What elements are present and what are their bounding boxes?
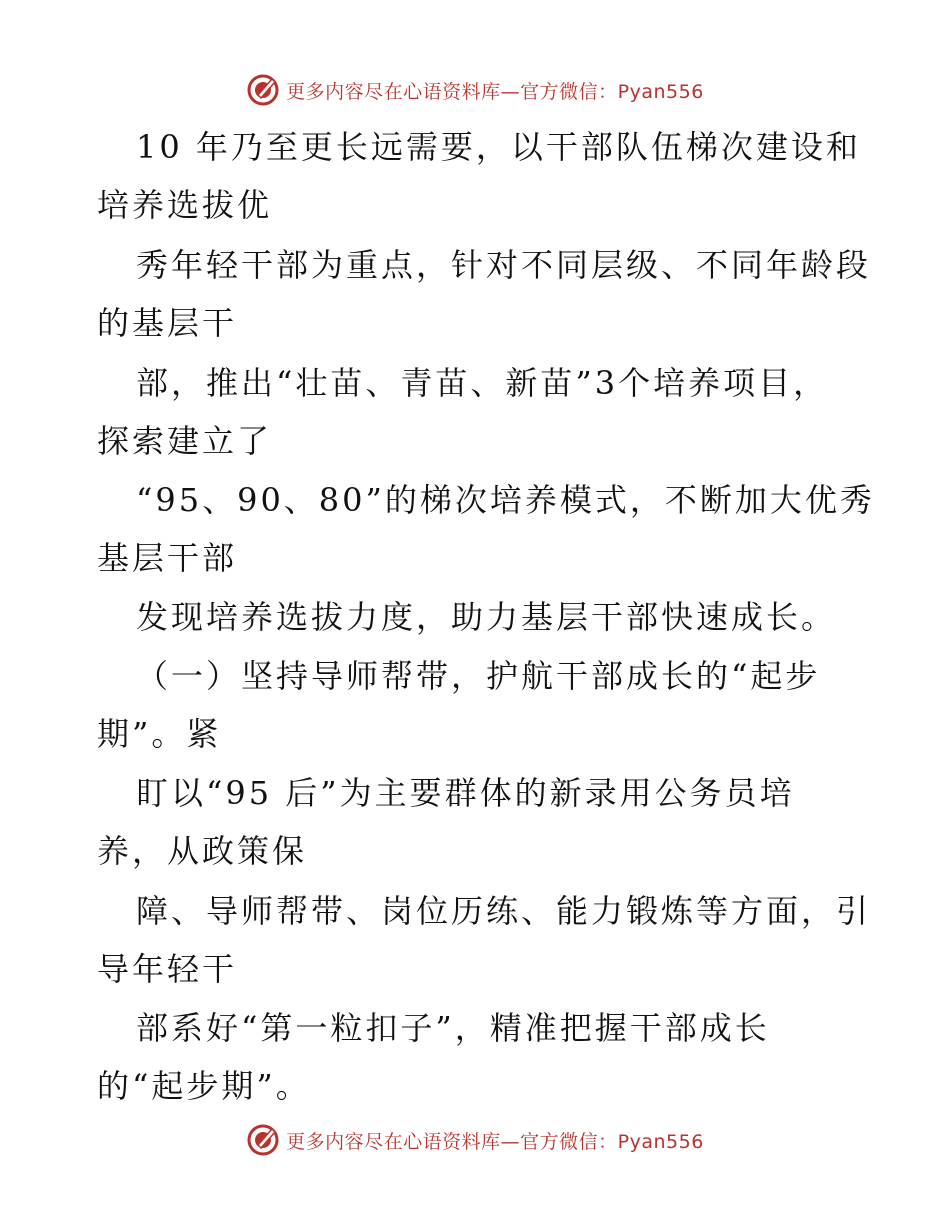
text-line: 部系好“第一粒扣子”，精准把握干部成长 xyxy=(136,1009,770,1047)
pen-logo-icon xyxy=(246,73,280,107)
pen-logo-icon xyxy=(246,1123,280,1157)
text-line: 养，从政策保 xyxy=(97,832,308,870)
text-line: 期”。紧 xyxy=(97,715,222,753)
watermark-text: 更多内容尽在心语资料库—官方微信：Pyan556 xyxy=(286,1130,704,1153)
text-line: 基层干部 xyxy=(97,539,238,577)
text-line: 培养选拔优 xyxy=(97,186,273,224)
text-line: 发现培养选拔力度，助力基层干部快速成长。 xyxy=(136,598,837,636)
watermark-text: 更多内容尽在心语资料库—官方微信：Pyan556 xyxy=(286,80,704,103)
text-line: “95、90、80”的梯次培养模式，不断加大优秀 xyxy=(136,481,875,519)
text-line: 10 年乃至更长远需要，以干部队伍梯次建设和 xyxy=(136,128,861,166)
text-line: 探索建立了 xyxy=(97,422,273,460)
text-line: 导年轻干 xyxy=(97,950,238,988)
text-line: 的“起步期”。 xyxy=(97,1067,311,1105)
text-line: 障、导师帮带、岗位历练、能力锻炼等方面，引 xyxy=(136,892,872,930)
text-line: 的基层干 xyxy=(97,304,238,342)
header-watermark xyxy=(0,70,950,110)
text-line: 秀年轻干部为重点，针对不同层级、不同年龄段 xyxy=(136,246,872,284)
text-line: 部，推出“壮苗、青苗、新苗”3个培养项目， xyxy=(136,364,829,402)
text-line: 盯以“95 后”为主要群体的新录用公务员培 xyxy=(136,774,795,812)
footer-watermark xyxy=(0,1120,950,1160)
text-line: （一）坚持导师帮带，护航干部成长的“起步 xyxy=(136,657,821,695)
